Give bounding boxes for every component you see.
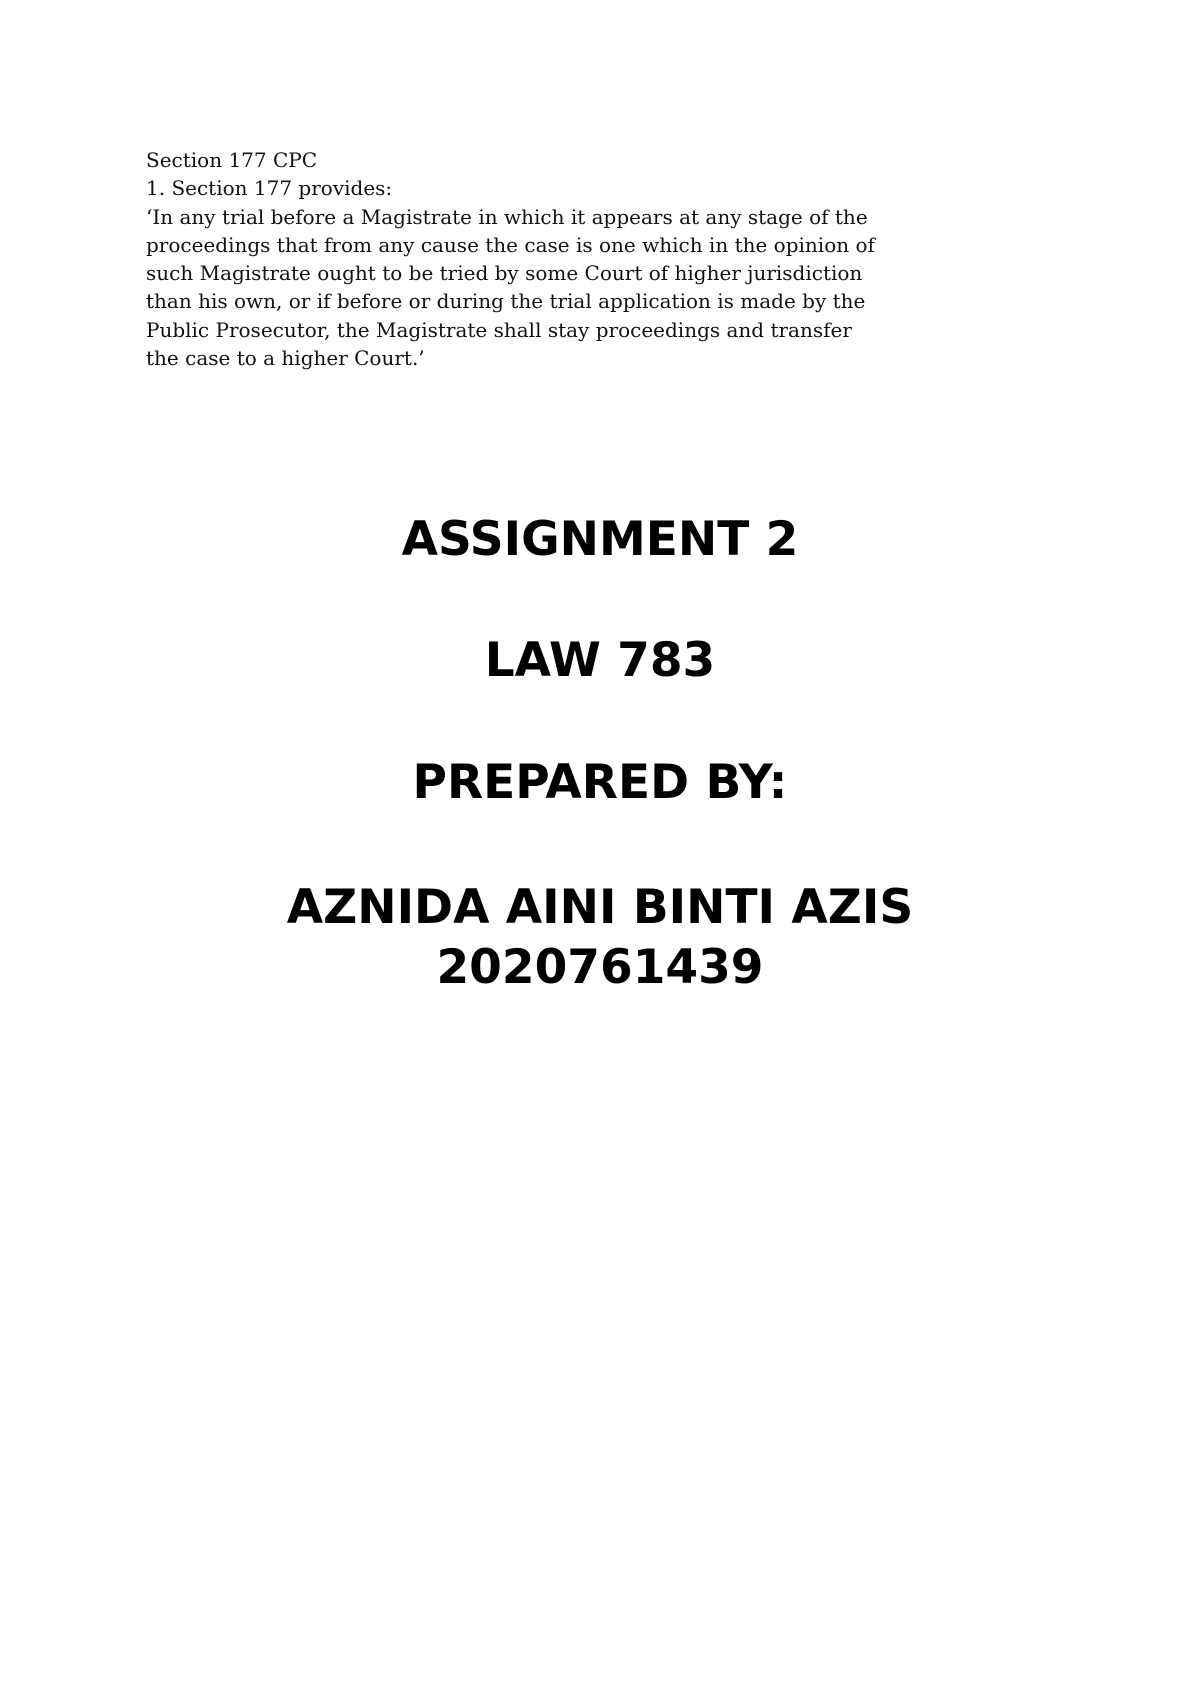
quote-line: such Magistrate ought to be tried by some Court of higher jurisdiction xyxy=(146,261,863,286)
course-code: LAW 783 xyxy=(484,633,716,688)
author-name: AZNIDA AINI BINTI AZIS xyxy=(286,880,914,935)
student-id: 2020761439 xyxy=(436,940,764,995)
quote-line: Public Prosecutor, the Magistrate shall stay proceedings and transfer xyxy=(146,317,852,342)
quote-line: proceedings that from any cause the case is one which in the opinion of xyxy=(146,232,875,257)
item-intro: 1. Section 177 provides: xyxy=(146,176,393,201)
section-heading: Section 177 CPC xyxy=(146,148,318,172)
prepared-by-label: PREPARED BY: xyxy=(412,755,788,810)
quote-line: the case to a higher Court.’ xyxy=(146,346,425,371)
quote-line: than his own, or if before or during the trial application is made by the xyxy=(146,289,866,314)
assignment-title: ASSIGNMENT 2 xyxy=(401,512,799,567)
quote-line: ‘In any trial before a Magistrate in which it appears at any stage of the xyxy=(146,204,868,229)
section-text-block xyxy=(146,146,875,372)
